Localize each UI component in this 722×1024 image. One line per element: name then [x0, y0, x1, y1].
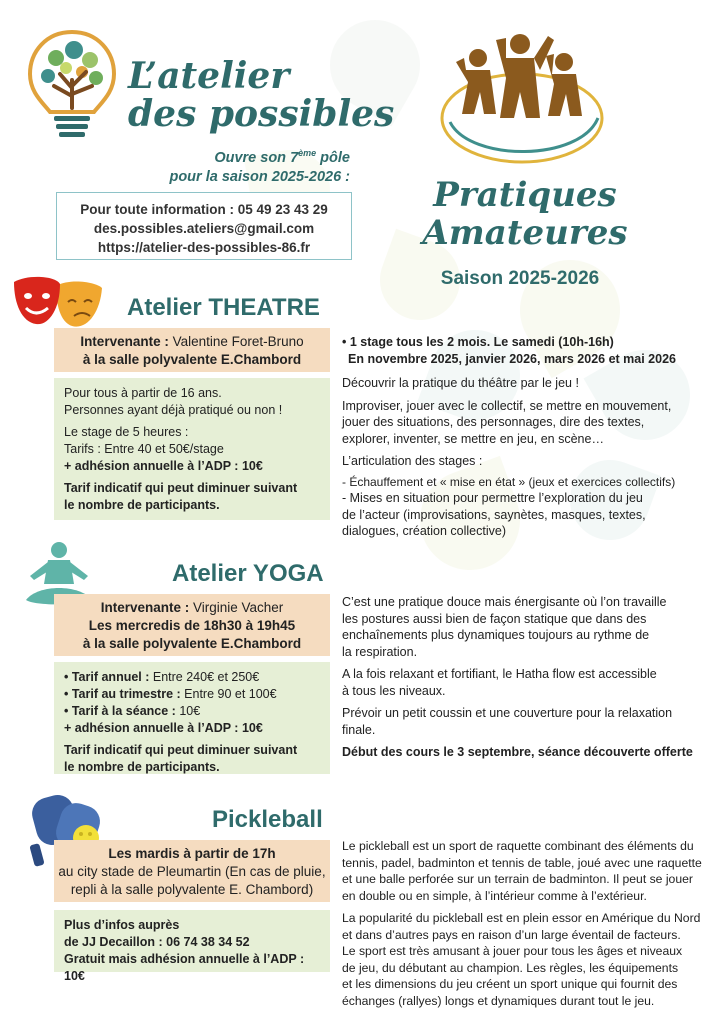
yoga-description: C’est une pratique douce mais énergisante où l’on travaille les postures aussi bien de façon statique que dans des enchaînements plus dynamiques toujours au rythme de la respiration. A la fois relaxant et fortifiant, le Hatha flow est accessible à tous les niveaux. Prévoir un petit coussin et une couverture pour la relaxation finale. Début des cours le 3 septembre, séance découverte offerte: [342, 595, 693, 759]
pickleball-title: Pickleball: [212, 806, 323, 833]
yoga-intervenante-box: Intervenante : Virginie Vacher Les mercredis de 18h30 à 19h45 à la salle polyvalente E.Chambord: [54, 594, 330, 656]
theatre-description: • 1 stage tous les 2 mois. Le samedi (10h-16h) En novembre 2025, janvier 2026, mars 2026 et mai 2026 Découvrir la pratique du théâtre par le jeu ! Improviser, jouer avec le collectif, se mettre en mouvement, jouer des situations, des personnages, dire des textes, explorer, inventer, se mettre en jeu, en scène… L’articulation des stages : - Échauffement et « mise en état » (jeux et exercices collectifs) - Mises en situation pour permettre l’exploration du jeu de l’acteur (improvisations, saynètes, masques, textes, dialogues, création collective): [342, 335, 676, 538]
contact-phone: Pour toute information : 05 49 23 43 29: [80, 202, 328, 217]
contact-info-box: [56, 192, 352, 260]
pickleball-info-box: Plus d’infos auprès de JJ Decaillon : 06 74 38 34 52 Gratuit mais adhésion annuelle à l’ADP : 10€: [54, 910, 330, 972]
logo-title-line1: L’atelier: [128, 55, 290, 97]
theatre-title: Atelier THEATRE: [127, 294, 320, 321]
theatre-masks-icon: [10, 274, 106, 334]
contact-url[interactable]: https://atelier-des-possibles-86.fr: [97, 240, 311, 255]
people-circle-logo: [430, 22, 610, 172]
pickleball-description: Le pickleball est un sport de raquette combinant des éléments du tennis, padel, badminton et tennis de table, joué avec une raquette et une balle perforée sur un terrain de badminton. Il peut se jouer en double ou en simple, à l’intérieur comme à l’extérieur. La popularité du pickleball est en plein essor en Amérique du Nord et dans d’autres pays en raison d’un large éventail de facteurs. Le sport est très amusant à jouer pour tous les âges et niveaux de jeu, du débutant au champion. Les règles, les équipements et les dimensions du jeu créent un sport unique qui fournit des échanges (rallyes) longs et dynamiques durant tout le jeu.: [342, 839, 702, 1008]
logo-title-line2: des possibles: [128, 93, 395, 135]
ouvre-tagline: Ouvre son 7ème pôle pour la saison 2025-2026 :: [169, 148, 350, 185]
page-title: Pratiques Amateures: [422, 175, 628, 253]
lightbulb-tree-logo: [26, 28, 118, 146]
yoga-title: Atelier YOGA: [172, 560, 324, 587]
pickleball-horaire-box: Les mardis à partir de 17h au city stade de Pleumartin (En cas de pluie, repli à la salle polyvalente E. Chambord): [54, 840, 330, 902]
yoga-tarifs-box: • Tarif annuel : Entre 240€ et 250€ • Tarif au trimestre : Entre 90 et 100€ • Tarif à la séance : 10€ + adhésion annuelle à l’ADP : 10€ Tarif indicatif qui peut diminuer suivant le nombre de participants.: [54, 662, 330, 774]
season-subtitle: Saison 2025-2026: [440, 268, 600, 289]
logo-title: [128, 55, 395, 135]
contact-email[interactable]: des.possibles.ateliers@gmail.com: [93, 221, 315, 236]
theatre-intervenante-box: Intervenante : Valentine Foret-Bruno à la salle polyvalente E.Chambord: [54, 328, 330, 372]
theatre-tarifs-box: Pour tous à partir de 16 ans. Personnes ayant déjà pratiqué ou non ! Le stage de 5 heures : Tarifs : Entre 40 et 50€/stage + adhésion annuelle à l’ADP : 10€ Tarif indicatif qui peut diminuer suivant le nombre de participants.: [54, 378, 330, 520]
